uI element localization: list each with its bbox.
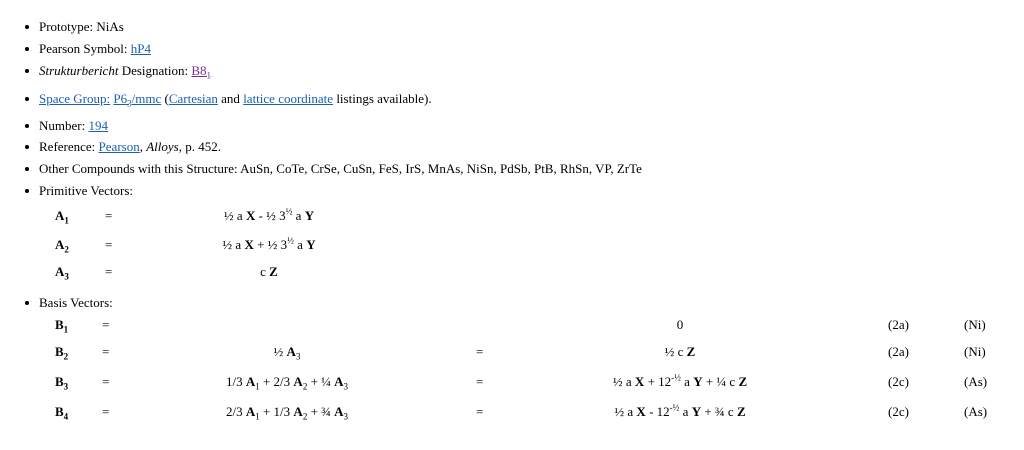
basis-vector-equals: = [102,317,110,332]
space-group-link[interactable]: Space Group: [39,91,111,106]
primitive-vectors-label: Primitive Vectors: [39,183,134,198]
pearson-symbol-link[interactable]: hP4 [130,41,151,56]
wyckoff-site: (2c) [888,374,909,389]
basis-vector-cartesian-value: ½ a X - $12^{-\frac{1}{2}}$ a Y + ¾ c Z [614,402,746,419]
basis-vector-lattice-expression: ½ $A_3$ [273,344,301,362]
number-label: Number: [39,118,86,133]
basis-vector-name: $B_2$ [55,344,69,362]
basis-vector-cartesian-value: ½ c Z [664,344,696,359]
primitive-vector-equals: = [105,237,113,252]
wyckoff-site: (2a) [888,344,909,359]
cartesian-link[interactable]: Cartesian [168,91,218,106]
prototype-label: Prototype: [39,19,94,34]
prototype-value: NiAs [96,19,124,34]
primitive-vector-expression: c Z [260,264,278,279]
pearson-label: Pearson Symbol: [39,41,128,56]
primitive-vector-name: $A_3$ [55,264,69,282]
basis-vector-name: $B_3$ [55,374,69,392]
space-group-number-link[interactable]: 194 [88,118,108,133]
strukturbericht-label: Designation: [121,63,189,78]
space-group-symbol-link[interactable]: $P6_3$/mmc [113,91,162,109]
basis-vector-equals: = [476,344,484,359]
atom-label: (As) [964,374,988,389]
atom-label: (Ni) [964,344,986,359]
other-compounds-label: Other Compounds with this Structure: [39,161,238,176]
other-compounds-value: AuSn, CoTe, CrSe, CuSn, FeS, IrS, MnAs, NiSn, PdSb, PtB, RhSn, VP, ZrTe [240,161,642,176]
basis-vector-equals: = [102,374,110,389]
basis-vector-name: $B_1$ [55,317,69,335]
primitive-vector-equals: = [105,208,113,223]
basis-vectors-label: Basis Vectors: [39,295,113,310]
wyckoff-site: (2c) [888,404,909,419]
basis-vector-name: $B_4$ [55,404,69,422]
basis-vector-equals: = [476,404,484,419]
atom-label: (Ni) [964,317,986,332]
primitive-vector-equals: = [105,264,113,279]
primitive-vector-expression: ½ a X + ½ $3^{\frac{1}{2}}$ a Y [222,235,316,252]
primitive-vector-name: $A_2$ [55,237,69,255]
reference-label: Reference: [39,139,96,154]
basis-vector-cartesian-value: ½ a $X + 12^{-\frac{1}{2}}$ a Y + ¼ c Z [612,372,748,389]
lattice-coordinate-link[interactable]: lattice coordinate [243,91,334,106]
reference-link[interactable]: Pearson [98,139,140,154]
wyckoff-site: (2a) [888,317,909,332]
strukturbericht-link[interactable]: $B8_1$ [191,63,212,81]
basis-vector-cartesian-value: 0 [676,317,684,332]
atom-label: (As) [964,404,988,419]
basis-vector-equals: = [102,344,110,359]
basis-vector-equals: = [102,404,110,419]
basis-vector-lattice-expression: 1/3 $A_1 + 2/3$ $A_2$ + ¼ $A_3$ [225,374,349,392]
primitive-vector-expression: ½ a X - ½ $3^{\frac{1}{2}}$ a Y [223,206,315,223]
strukturbericht-label-italic: Strukturbericht [39,63,119,78]
basis-vector-equals: = [476,374,484,389]
basis-vector-lattice-expression: 2/3 $A_1 + 1/3$ $A_2$ + ¾ $A_3$ [225,404,349,422]
primitive-vector-name: $A_1$ [55,208,69,226]
